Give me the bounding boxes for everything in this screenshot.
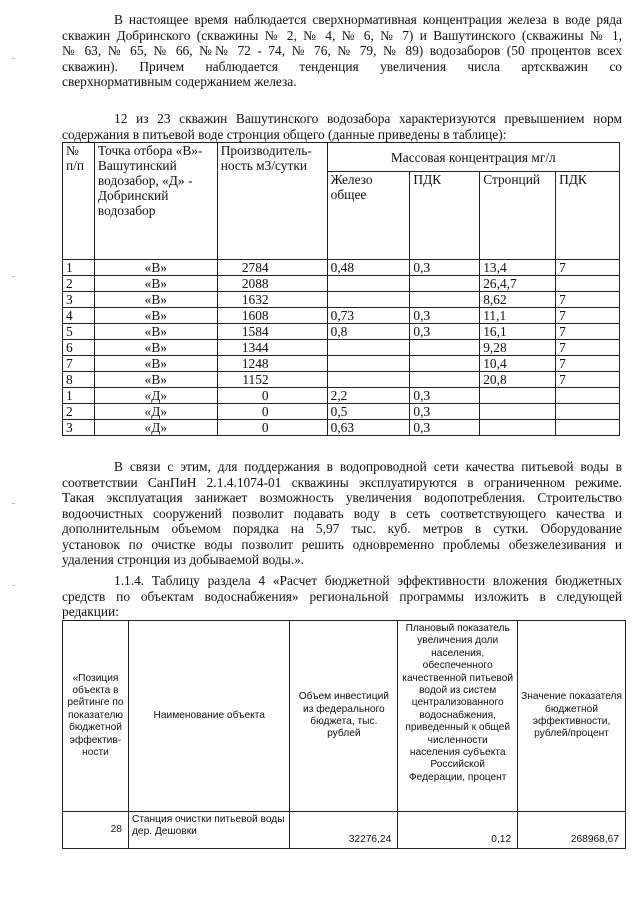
cell-pdk-strontium: 7 — [556, 340, 620, 356]
cell-pdk-strontium — [556, 404, 620, 420]
text-line: Такая эксплуатация занижает возможность увеличения водопотребления. Строительство — [62, 490, 622, 505]
table-row — [63, 308, 620, 324]
cell-strontium: 10,4 — [480, 356, 556, 372]
cell-productivity: 0 — [217, 404, 327, 420]
cell-pdk-iron: 0,3 — [410, 404, 480, 420]
cell-object-name: Станция очистки питьевой воды дер. Дешовки — [128, 812, 289, 849]
cell-strontium — [480, 404, 556, 420]
cell-point: «В» — [94, 356, 217, 372]
table-row — [63, 372, 620, 388]
cell-iron — [327, 340, 410, 356]
header-object-name: Наименование объекта — [128, 621, 289, 812]
cell-strontium: 11,1 — [480, 308, 556, 324]
table-row — [63, 356, 620, 372]
cell-pdk-iron — [410, 356, 480, 372]
text-line: скважин Добринского (скважины № 2, № 4, № 6, № 7) и Вашутинского (скважины № 1, — [62, 27, 622, 43]
cell-pdk-strontium: 7 — [556, 292, 620, 308]
cell-productivity: 1248 — [217, 356, 327, 372]
cell-pdk-strontium: 7 — [556, 260, 620, 276]
cell-pdk-strontium — [556, 420, 620, 436]
header-budget-efficiency: Значение показателя бюджетной эффективности, рублей/процент — [518, 621, 626, 812]
table-row — [63, 292, 620, 308]
cell-pdk-iron — [410, 292, 480, 308]
cell-pdk-strontium: 7 — [556, 324, 620, 340]
cell-iron: 0,48 — [327, 260, 410, 276]
cell-iron: 2,2 — [327, 388, 410, 404]
header-mass-concentration: Массовая концентрация мг/л — [327, 143, 619, 172]
cell-productivity: 2784 — [217, 260, 327, 276]
cell-productivity: 1344 — [217, 340, 327, 356]
text-line: В настоящее время наблюдается сверхнормативная концентрация железа в воде ряда — [114, 12, 622, 27]
cell-productivity: 0 — [217, 388, 327, 404]
header-planned-indicator: Плановый показатель увеличения доли населения, обеспеченного качественной питьевой водой из систем централизованного водоснабжения, приведенный к общей численности населения субъекта Российской Федерации, процент — [398, 621, 518, 812]
header-iron: Железо общее — [327, 172, 410, 260]
paragraph-strontium — [62, 111, 622, 142]
water-quality-table — [62, 142, 620, 436]
budget-efficiency-table — [62, 620, 626, 849]
cell-pdk-iron: 0,3 — [410, 420, 480, 436]
cell-strontium — [480, 388, 556, 404]
table-row — [63, 420, 620, 436]
cell-iron: 0,5 — [327, 404, 410, 420]
cell-productivity: 1152 — [217, 372, 327, 388]
cell-iron — [327, 372, 410, 388]
cell-pdk-iron — [410, 340, 480, 356]
cell-strontium: 9,28 — [480, 340, 556, 356]
cell-point: «Д» — [94, 388, 217, 404]
margin-mark — [12, 585, 15, 586]
header-pdk-iron: ПДК — [410, 172, 480, 260]
cell-point: «В» — [94, 372, 217, 388]
cell-iron — [327, 292, 410, 308]
cell-strontium: 8,62 — [480, 292, 556, 308]
cell-point: «В» — [94, 276, 217, 292]
text-line: установок по очистке воды позволит решить одновременно проблемы обезжелезивания и — [62, 536, 622, 552]
cell-num: 3 — [63, 420, 95, 436]
header-num: № п/п — [63, 143, 95, 260]
cell-num: 2 — [63, 276, 95, 292]
cell-iron — [327, 276, 410, 292]
cell-pdk-strontium: 7 — [556, 308, 620, 324]
header-sampling-point: Точка отбора «В»- Вашутинский водозабор, «Д» - Добринский водозабор — [94, 143, 217, 260]
cell-pdk-iron: 0,3 — [410, 388, 480, 404]
text-line: В связи с этим, для поддержания в водопроводной сети качества питьевой воды в — [114, 459, 622, 474]
header-productivity: Производитель-ность м3/сутки — [217, 143, 327, 260]
margin-mark — [12, 58, 15, 59]
cell-iron: 0,73 — [327, 308, 410, 324]
cell-pdk-strontium — [556, 276, 620, 292]
cell-num: 1 — [63, 388, 95, 404]
cell-point: «В» — [94, 308, 217, 324]
cell-iron: 0,8 — [327, 324, 410, 340]
text-line: 12 из 23 скважин Вашутинского водозабора характеризуются превышением норм — [114, 111, 622, 126]
text-line: удаления стронция из добываемой воды.». — [62, 552, 305, 567]
cell-productivity: 1632 — [217, 292, 327, 308]
header-pdk-strontium: ПДК — [556, 172, 620, 260]
cell-point: «В» — [94, 260, 217, 276]
cell-strontium: 20,8 — [480, 372, 556, 388]
cell-planned-indicator: 0,12 — [398, 812, 518, 849]
cell-pdk-iron — [410, 276, 480, 292]
cell-productivity: 1608 — [217, 308, 327, 324]
margin-mark — [12, 276, 15, 277]
cell-strontium: 26,4,7 — [480, 276, 556, 292]
cell-strontium: 13,4 — [480, 260, 556, 276]
cell-num: 6 — [63, 340, 95, 356]
paragraph-treatment — [62, 459, 622, 568]
cell-productivity: 1584 — [217, 324, 327, 340]
table-row — [63, 340, 620, 356]
cell-budget-efficiency: 268968,67 — [518, 812, 626, 849]
table-row — [63, 276, 620, 292]
cell-productivity: 2088 — [217, 276, 327, 292]
text-line: средств по объектам водоснабжения» региональной программы изложить в следующей — [62, 588, 622, 604]
cell-point: «В» — [94, 340, 217, 356]
text-line: 1.1.4. Таблицу раздела 4 «Расчет бюджетной эффективности вложения бюджетных — [114, 573, 622, 588]
cell-point: «В» — [94, 324, 217, 340]
table-row — [63, 260, 620, 276]
cell-point: «Д» — [94, 404, 217, 420]
cell-federal-investment: 32276,24 — [290, 812, 398, 849]
header-rating-position: «Позиция объекта в рейтинге по показателю бюджетной эффектив-ности — [63, 621, 129, 812]
cell-pdk-strontium: 7 — [556, 372, 620, 388]
cell-num: 4 — [63, 308, 95, 324]
cell-num: 7 — [63, 356, 95, 372]
table-row — [63, 388, 620, 404]
cell-pdk-strontium — [556, 388, 620, 404]
cell-num: 2 — [63, 404, 95, 420]
cell-pdk-iron: 0,3 — [410, 260, 480, 276]
text-line: водоочистных сооружений позволит подавать воду в сеть соответствующего качества и — [62, 505, 622, 521]
cell-num: 3 — [63, 292, 95, 308]
text-line: редакции: — [62, 604, 119, 619]
header-strontium: Стронций — [480, 172, 556, 260]
text-line: № 63, № 65, № 66, №№ 72 - 74, № 76, № 79, № 89) водозаборов (50 процентов всех — [62, 43, 622, 58]
cell-strontium: 16,1 — [480, 324, 556, 340]
table-row — [63, 324, 620, 340]
text-line: содержания в питьевой воде стронция общего (данные приведены в таблице): — [62, 126, 507, 142]
table-row — [63, 404, 620, 420]
cell-point: «Д» — [94, 420, 217, 436]
cell-pdk-strontium: 7 — [556, 356, 620, 372]
text-line: сверхнормативным содержанием железа. — [62, 74, 297, 89]
text-line: скважин). Причем наблюдается тенденция увеличения числа артскважин со — [62, 58, 622, 74]
cell-pdk-iron — [410, 372, 480, 388]
cell-pdk-iron: 0,3 — [410, 324, 480, 340]
paragraph-iron-concentration — [62, 12, 622, 90]
cell-num: 5 — [63, 324, 95, 340]
cell-pdk-iron: 0,3 — [410, 308, 480, 324]
cell-strontium — [480, 420, 556, 436]
cell-iron: 0,63 — [327, 420, 410, 436]
cell-iron — [327, 356, 410, 372]
margin-mark — [12, 503, 15, 504]
cell-num: 8 — [63, 372, 95, 388]
cell-rating-position: 28 — [63, 812, 129, 849]
table-row — [63, 812, 626, 849]
cell-productivity: 0 — [217, 420, 327, 436]
cell-point: «В» — [94, 292, 217, 308]
header-federal-investment: Объем инвестиций из федерального бюджета, тыс. рублей — [290, 621, 398, 812]
text-line: соответствии СанПиН 2.1.4.1074-01 скважины эксплуатируются в ограниченном режиме. — [62, 474, 622, 490]
paragraph-table-section — [62, 573, 622, 620]
cell-num: 1 — [63, 260, 95, 276]
text-line: дополнительным объемом порядка на 5,97 тыс. куб. метров в сутки. Оборудование — [62, 521, 622, 536]
